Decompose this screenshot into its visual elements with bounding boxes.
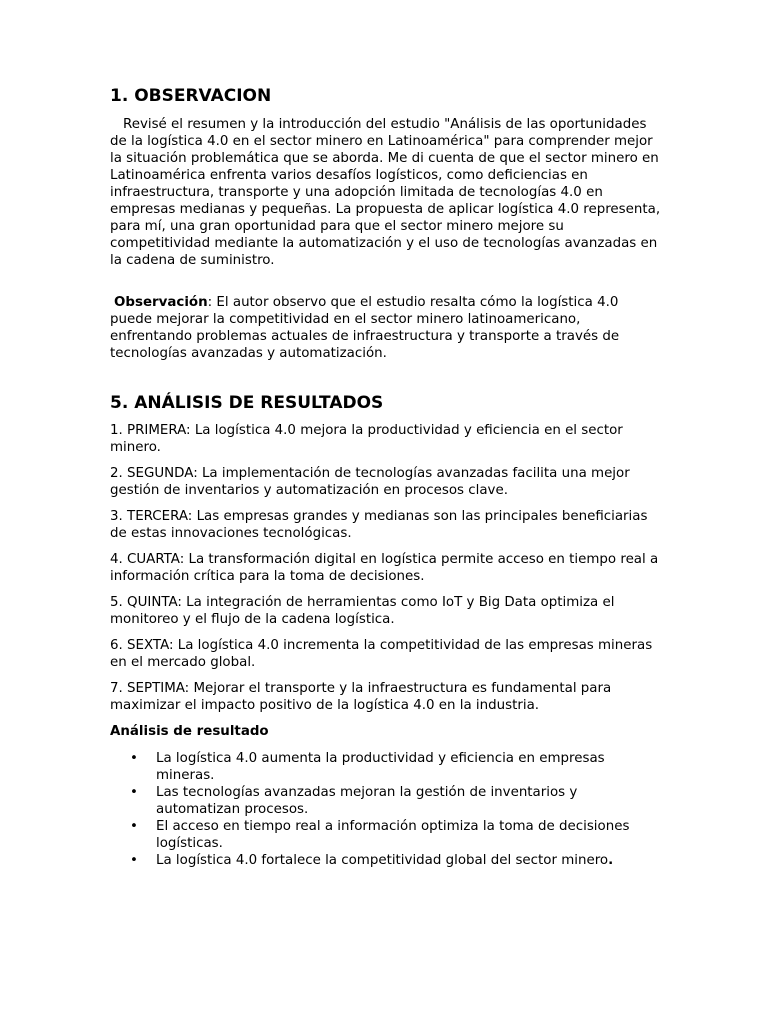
observation-paragraph: Revisé el resumen y la introducción del estudio "Análisis de las oportunidades de la logística 4.0 en el sector minero en Latinoamérica" para comprender mejor la situación problemática que se aborda. Me di cuenta de que el sector minero en Latinoamérica enfrenta varios desafíos logísticos, como deficiencias en infraestructura, transporte y una adopción limitada de tecnologías 4.0 en empresas medianas y pequeñas. La propuesta de aplicar logística 4.0 representa, para mí, una gran oportunidad para que el sector minero mejore su competitividad mediante la automatización y el uso de tecnologías avanzadas en la cadena de suministro. [110,117,661,268]
bullet-text: La logística 4.0 fortalece la competitividad global del sector minero [156,853,609,868]
result-item-3: 3. TERCERA: Las empresas grandes y medianas son las principales beneficiarias de estas innovaciones tecnológicas. [110,509,648,541]
bullet-marker: • [130,819,138,834]
result-item-2: 2. SEGUNDA: La implementación de tecnologías avanzadas facilita una mejor gestión de inventarios y automatización en procesos clave. [110,466,630,498]
bullet-item-2 [110,784,662,818]
bullet-item-3 [110,818,662,852]
bullet-text: El acceso en tiempo real a información optimiza la toma de decisiones logísticas. [156,819,630,851]
bullet-marker: • [130,751,138,766]
observation-heading: 1. OBSERVACION [110,86,272,106]
observation-note-text: : El autor observo que el estudio resalta cómo la logística 4.0 puede mejorar la competitividad en el sector minero latinoamericano, enfrentando problemas actuales de infraestructura y transporte a través de tecnologías avanzadas y automatización. [110,295,620,361]
bullet-text: La logística 4.0 aumenta la productividad y eficiencia en empresas mineras. [156,751,605,783]
result-item-7: 7. SEPTIMA: Mejorar el transporte y la infraestructura es fundamental para maximizar el impacto positivo de la logística 4.0 en la industria. [110,681,612,713]
bullet-marker: • [130,785,138,800]
result-item-4: 4. CUARTA: La transformación digital en logística permite acceso en tiempo real a información crítica para la toma de decisiones. [110,552,659,584]
result-item-5: 5. QUINTA: La integración de herramientas como IoT y Big Data optimiza el monitoreo y el flujo de la cadena logística. [110,595,615,627]
results-heading: 5. ANÁLISIS DE RESULTADOS [110,393,384,413]
bullet-item-4 [110,852,662,869]
observation-note [110,294,662,362]
result-item-6: 6. SEXTA: La logística 4.0 incrementa la competitividad de las empresas mineras en el mercado global. [110,638,653,670]
bullet-marker: • [130,853,138,868]
results-bullet-list [110,750,662,869]
bullet-text: Las tecnologías avanzadas mejoran la gestión de inventarios y automatizan procesos. [156,785,578,817]
result-item-1: 1. PRIMERA: La logística 4.0 mejora la productividad y eficiencia en el sector minero. [110,423,623,455]
document-page [110,86,662,869]
bullet-item-1 [110,750,662,784]
bullet-trailing-period: . [608,853,614,868]
observation-note-label: Observación [114,295,208,310]
results-subheading: Análisis de resultado [110,724,269,739]
